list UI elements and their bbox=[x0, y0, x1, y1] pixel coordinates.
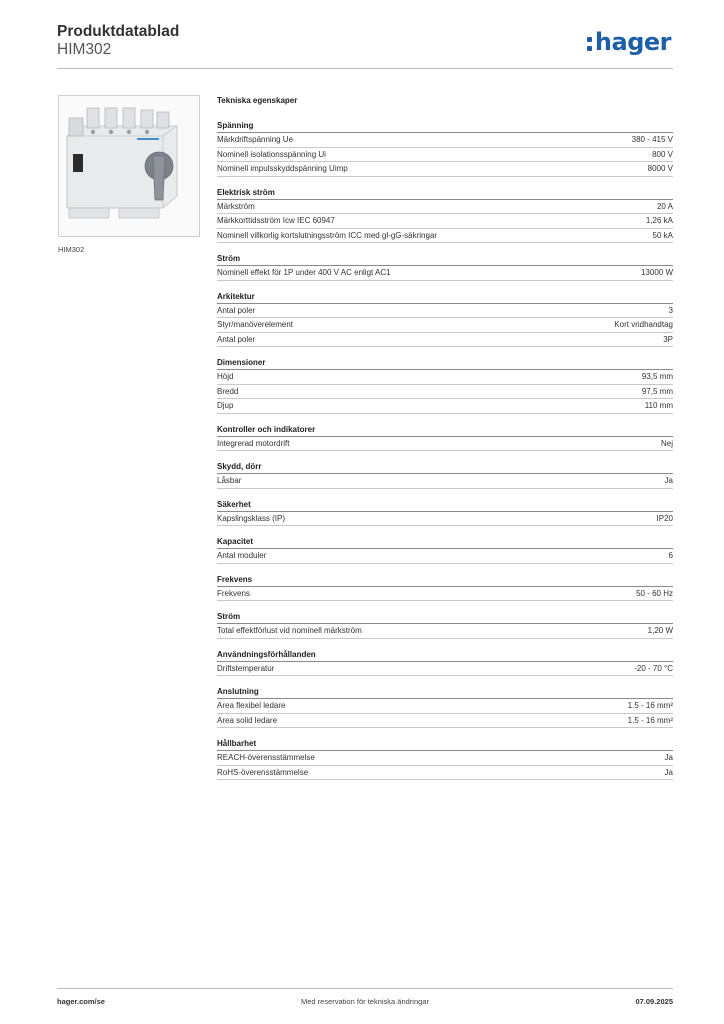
spec-group bbox=[217, 611, 673, 639]
spec-group-title: Elektrisk ström bbox=[217, 187, 673, 200]
spec-value: 3 bbox=[668, 305, 673, 315]
image-caption: HIM302 bbox=[58, 245, 85, 254]
spec-value: -20 - 70 °C bbox=[634, 663, 673, 673]
spec-value: 8000 V bbox=[647, 164, 673, 173]
footer-website-link[interactable]: hager.com/se bbox=[57, 997, 105, 1006]
spec-value: 93,5 mm bbox=[641, 372, 673, 381]
spec-row bbox=[217, 229, 673, 244]
spec-value: 13000 W bbox=[640, 268, 673, 277]
spec-row bbox=[217, 437, 673, 452]
spec-value: 20 A bbox=[656, 201, 673, 211]
switch-disconnector-illustration bbox=[59, 96, 199, 236]
spec-label: Nominell villkorlig kortslutningsström ICC med gl-gG-säkringar bbox=[217, 230, 438, 240]
spec-group bbox=[217, 536, 673, 564]
spec-row bbox=[217, 766, 673, 781]
spec-label: Driftstemperatur bbox=[217, 663, 275, 673]
spec-row bbox=[217, 162, 673, 177]
spec-value: IP20 bbox=[656, 513, 673, 523]
spec-label: Antal poler bbox=[217, 305, 256, 315]
spec-row bbox=[217, 133, 673, 148]
spec-group bbox=[217, 649, 673, 677]
spec-group-title: Kapacitet bbox=[217, 536, 673, 549]
spec-row bbox=[217, 699, 673, 714]
spec-group bbox=[217, 424, 673, 452]
product-image bbox=[58, 95, 200, 237]
spec-label: Nominell impulsskyddspänning Uimp bbox=[217, 164, 348, 173]
spec-group bbox=[217, 187, 673, 244]
spec-row bbox=[217, 751, 673, 766]
spec-group bbox=[217, 253, 673, 281]
spec-label: Märkdriftspänning Ue bbox=[217, 135, 294, 144]
logo-dots-icon bbox=[587, 35, 593, 51]
spec-row bbox=[217, 385, 673, 400]
spec-row bbox=[217, 214, 673, 229]
spec-row bbox=[217, 304, 673, 319]
spec-value: Ja bbox=[664, 476, 673, 485]
spec-group-title: Dimensioner bbox=[217, 357, 673, 370]
spec-group-title: Anslutning bbox=[217, 686, 673, 699]
spec-row bbox=[217, 318, 673, 333]
specs-heading: Tekniska egenskaper bbox=[217, 96, 298, 105]
spec-value: 380 - 415 V bbox=[631, 135, 673, 144]
spec-group-title: Hållbarhet bbox=[217, 738, 673, 751]
spec-row bbox=[217, 399, 673, 414]
spec-value: 97,5 mm bbox=[641, 386, 673, 396]
spec-group bbox=[217, 357, 673, 414]
spec-value: 1,26 kA bbox=[645, 216, 673, 225]
header-divider bbox=[57, 68, 673, 69]
logo-text: hager bbox=[594, 28, 671, 56]
spec-label: Antal poler bbox=[217, 334, 256, 344]
technical-specs bbox=[217, 96, 673, 780]
spec-group bbox=[217, 120, 673, 177]
spec-groups bbox=[217, 120, 673, 780]
spec-group bbox=[217, 686, 673, 728]
spec-row bbox=[217, 549, 673, 564]
spec-row bbox=[217, 333, 673, 348]
spec-group bbox=[217, 738, 673, 780]
spec-label: Area flexibel ledare bbox=[217, 701, 286, 710]
footer-notice: Med reservation för tekniska ändringar bbox=[301, 997, 429, 1006]
spec-value: Kort vridhandtag bbox=[614, 320, 673, 329]
spec-group-title: Spänning bbox=[217, 120, 673, 133]
spec-row bbox=[217, 714, 673, 729]
spec-value: 1.5 - 16 mm² bbox=[627, 701, 673, 710]
spec-row bbox=[217, 662, 673, 677]
spec-row bbox=[217, 266, 673, 281]
spec-value: 50 kA bbox=[652, 230, 673, 240]
product-code: HIM302 bbox=[57, 41, 112, 58]
spec-label: Total effektförlust vid nominell märkström bbox=[217, 626, 362, 635]
spec-group bbox=[217, 461, 673, 489]
spec-value: 1.5 - 16 mm² bbox=[627, 715, 673, 725]
footer-date: 07.09.2025 bbox=[635, 997, 673, 1006]
spec-value: 110 mm bbox=[644, 401, 673, 410]
spec-group bbox=[217, 499, 673, 527]
spec-group-title: Ström bbox=[217, 253, 673, 266]
spec-label: Integrerad motordrift bbox=[217, 438, 290, 448]
spec-label: Nominell effekt för 1P under 400 V AC enligt AC1 bbox=[217, 268, 391, 277]
spec-value: 3P bbox=[663, 334, 673, 344]
spec-row bbox=[217, 512, 673, 527]
spec-label: Märkström bbox=[217, 201, 255, 211]
spec-value: 1,20 W bbox=[647, 626, 673, 635]
spec-row bbox=[217, 370, 673, 385]
spec-value: Nej bbox=[660, 438, 673, 448]
spec-group bbox=[217, 291, 673, 348]
spec-row bbox=[217, 148, 673, 163]
spec-group-title: Användningsförhållanden bbox=[217, 649, 673, 662]
spec-label: RoHS-överensstämmelse bbox=[217, 767, 309, 777]
hager-logo bbox=[587, 28, 671, 56]
spec-group-title: Ström bbox=[217, 611, 673, 624]
spec-value: 800 V bbox=[652, 149, 673, 159]
spec-row bbox=[217, 474, 673, 489]
spec-label: Nominell isolationsspänning Ui bbox=[217, 149, 326, 159]
spec-group-title: Kontroller och indikatorer bbox=[217, 424, 673, 437]
spec-label: Kapslingsklass (IP) bbox=[217, 513, 286, 523]
spec-label: REACH-överensstämmelse bbox=[217, 753, 315, 762]
spec-label: Antal moduler bbox=[217, 551, 267, 560]
spec-label: Styr/manöverelement bbox=[217, 320, 294, 329]
spec-label: Area solid ledare bbox=[217, 715, 278, 725]
spec-label: Djup bbox=[217, 401, 234, 410]
spec-label: Märkkorttidsström Icw IEC 60947 bbox=[217, 216, 335, 225]
spec-row bbox=[217, 587, 673, 602]
spec-label: Bredd bbox=[217, 386, 239, 396]
spec-label: Höjd bbox=[217, 372, 234, 381]
spec-value: Ja bbox=[664, 753, 673, 762]
spec-group-title: Skydd, dörr bbox=[217, 461, 673, 474]
spec-value: Ja bbox=[664, 767, 673, 777]
spec-value: 6 bbox=[668, 551, 673, 560]
document-title: Produktdatablad bbox=[57, 23, 180, 40]
spec-label: Frekvens bbox=[217, 588, 250, 598]
footer-divider bbox=[57, 988, 673, 989]
page-header bbox=[57, 20, 673, 68]
spec-row bbox=[217, 200, 673, 215]
spec-group bbox=[217, 574, 673, 602]
spec-group-title: Frekvens bbox=[217, 574, 673, 587]
spec-group-title: Arkitektur bbox=[217, 291, 673, 304]
spec-label: Låsbar bbox=[217, 476, 242, 485]
spec-value: 50 - 60 Hz bbox=[636, 588, 673, 598]
spec-row bbox=[217, 624, 673, 639]
spec-group-title: Säkerhet bbox=[217, 499, 673, 512]
